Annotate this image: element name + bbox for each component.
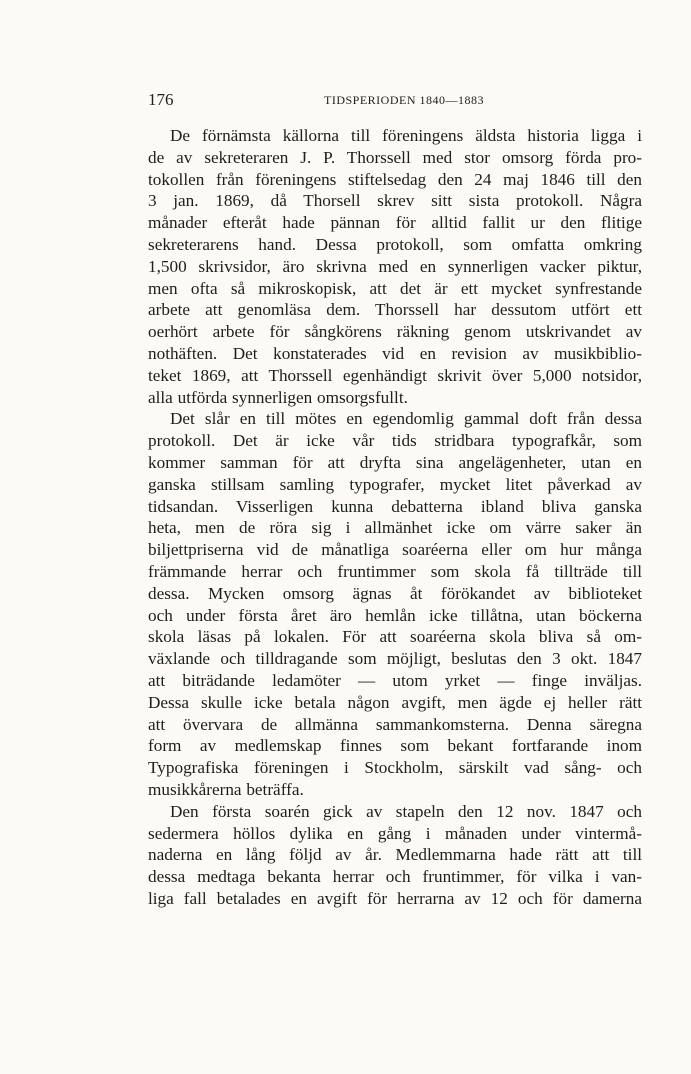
text-line: oerhört arbete för sångkörens räkning genom utskrivandet av: [148, 322, 642, 342]
text-line: nothäften. Det konstaterades vid en revision av musikbiblio-: [148, 343, 642, 363]
text-line: främmande herrar och fruntimmer som skola få tillträde till: [148, 561, 642, 581]
text-line: och under första året äro hemlån icke tillåtna, utan böckerna: [148, 605, 642, 625]
text-line: sedermera höllos dylika en gång i månaden under vintermå-: [148, 823, 642, 843]
text-line: ganska stillsam samling typografer, mycket litet påverkad av: [148, 474, 642, 494]
text-line: heta, men de röra sig i allmänhet icke om värre saker än: [148, 518, 642, 538]
text-line: 3 jan. 1869, då Thorsell skrev sitt sista protokoll. Några: [148, 191, 642, 211]
text-line: musikkårerna beträffa.: [148, 779, 304, 799]
page-header: [148, 90, 640, 112]
text-line: skola läsas på lokalen. För att soaréerna skola bliva så om-: [148, 627, 642, 647]
text-line: dessa medtaga bekanta herrar och fruntimmer, för vilka i van-: [148, 867, 642, 887]
text-line: Den första soarén gick av stapeln den 12 nov. 1847 och: [170, 801, 642, 821]
text-line: men ofta så mikroskopisk, att det är ett mycket synfrestande: [148, 278, 642, 298]
text-line: form av medlemskap finnes som bekant fortfarande inom: [148, 736, 642, 756]
text-line: tidsandan. Visserligen kunna debatterna ibland bliva ganska: [148, 496, 642, 516]
text-line: biljettpriserna vid de månatliga soaréerna eller om hur många: [148, 540, 642, 560]
text-line: protokoll. Det är icke vår tids stridbara typografkår, som: [148, 431, 642, 451]
text-line: naderna en lång följd av år. Medlemmarna hade rätt att till: [148, 845, 642, 865]
text-line: kommer samman för att dryfta sina angelägenheter, utan en: [148, 452, 642, 472]
running-title: TIDSPERIODEN 1840—1883: [324, 93, 484, 107]
text-line: att övervara de allmänna sammankomsterna. Denna säregna: [148, 714, 642, 734]
text-line: de av sekreteraren J. P. Thorssell med stor omsorg förda pro-: [148, 147, 642, 167]
text-line: Dessa skulle icke betala någon avgift, men ägde ej heller rätt: [148, 692, 642, 712]
text-line: växlande och tilldragande som möjligt, beslutas den 3 okt. 1847: [148, 649, 642, 669]
text-line: dessa. Mycken omsorg ägnas åt förökandet av biblioteket: [148, 583, 642, 603]
text-line: alla utförda synnerligen omsorgsfullt.: [148, 387, 408, 407]
text-line: De förnämsta källorna till föreningens äldsta historia ligga i: [170, 126, 642, 145]
text-line: månader efteråt hade pännan för alltid fallit ur den flitige: [148, 213, 642, 233]
text-line: arbete att genomläsa dem. Thorssell har dessutom utfört ett: [148, 300, 642, 320]
text-line: Typografiska föreningen i Stockholm, särskilt vad sång- och: [148, 758, 642, 778]
text-line: Det slår en till mötes en egendomlig gammal doft från dessa: [170, 409, 642, 429]
body-text: [148, 125, 642, 910]
text-line: att biträdande ledamöter — utom yrket — finge inväljas.: [148, 670, 642, 690]
text-line: sekreterarens hand. Dessa protokoll, som omfatta omkring: [148, 234, 642, 254]
page-number: 176: [148, 90, 174, 109]
text-line: 1,500 skrivsidor, äro skrivna med en synnerligen vacker piktur,: [148, 256, 642, 276]
text-line: teket 1869, att Thorssell egenhändigt skrivit över 5,000 notsidor,: [148, 365, 642, 385]
text-line: tokollen från föreningens stiftelsedag den 24 maj 1846 till den: [148, 169, 642, 189]
text-line: liga fall betalades en avgift för herrarna av 12 och för damerna: [148, 888, 642, 908]
